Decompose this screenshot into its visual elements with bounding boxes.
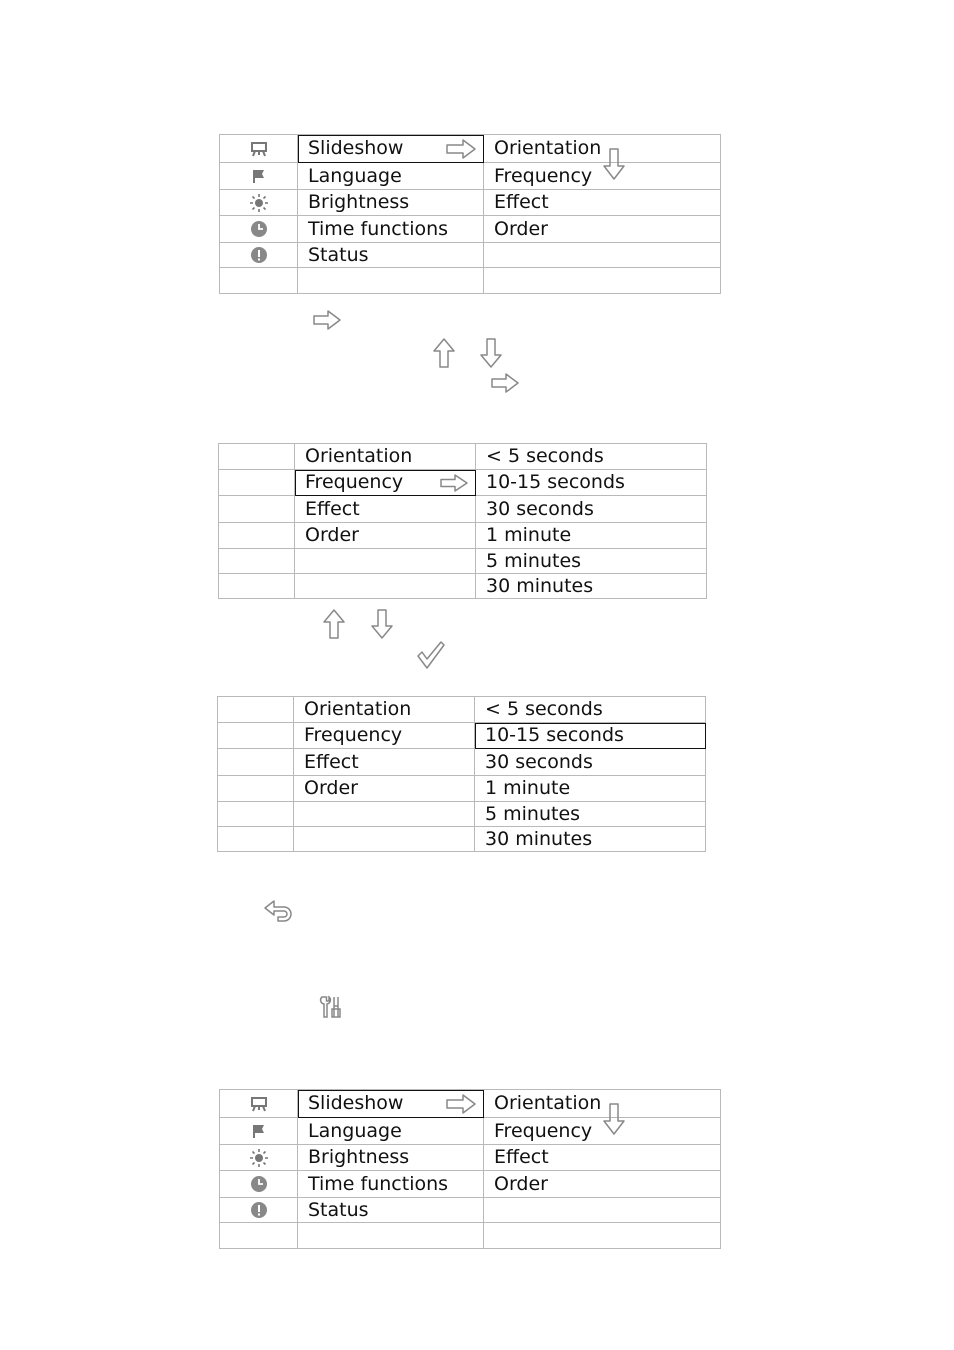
empty-cell	[298, 1223, 484, 1249]
submenu-item-orientation[interactable]: Orientation	[484, 135, 721, 163]
empty-cell	[295, 574, 476, 599]
value-item[interactable]: 30 seconds	[475, 749, 706, 776]
submenu-item-effect[interactable]: Effect	[484, 1145, 721, 1171]
submenu-item-order[interactable]: Order	[484, 216, 721, 243]
down-arrow-icon	[602, 147, 626, 181]
option-order[interactable]: Order	[295, 523, 476, 549]
flag-icon	[220, 163, 298, 190]
empty-cell	[220, 268, 298, 294]
submenu-item-effect[interactable]: Effect	[484, 190, 721, 216]
empty-cell	[219, 523, 295, 549]
menu-item-time-functions[interactable]: Time functions	[298, 216, 484, 243]
menu-item-time-functions[interactable]: Time functions	[298, 1171, 484, 1198]
option-frequency[interactable]: Frequency	[295, 470, 476, 496]
empty-cell	[219, 470, 295, 496]
slideshow-icon	[220, 1090, 298, 1118]
right-arrow-icon	[439, 473, 469, 493]
empty-cell	[219, 574, 295, 599]
clock-icon	[220, 216, 298, 243]
back-icon	[262, 898, 296, 924]
right-arrow-icon	[445, 1093, 477, 1115]
empty-cell	[219, 496, 295, 523]
info-icon	[220, 243, 298, 268]
menu-item-slideshow[interactable]: Slideshow	[298, 135, 484, 163]
value-item[interactable]: 30 minutes	[475, 827, 706, 852]
flag-icon	[220, 1118, 298, 1145]
option-effect[interactable]: Effect	[294, 749, 475, 776]
right-arrow-icon	[312, 309, 342, 331]
down-arrow-icon	[479, 337, 503, 369]
menu-item-slideshow[interactable]: Slideshow	[298, 1090, 484, 1118]
empty-cell	[484, 268, 721, 294]
down-arrow-icon	[602, 1102, 626, 1136]
option-effect[interactable]: Effect	[295, 496, 476, 523]
empty-cell	[298, 268, 484, 294]
option-order[interactable]: Order	[294, 776, 475, 802]
frequency-menu-table-1	[218, 443, 707, 599]
menu-item-brightness[interactable]: Brightness	[298, 190, 484, 216]
right-arrow-icon	[445, 138, 477, 160]
empty-cell	[218, 802, 294, 827]
clock-icon	[220, 1171, 298, 1198]
value-item[interactable]: 10-15 seconds	[476, 470, 707, 496]
value-item[interactable]: < 5 seconds	[475, 697, 706, 723]
submenu-item-order[interactable]: Order	[484, 1171, 721, 1198]
empty-cell	[484, 1223, 721, 1249]
empty-cell	[294, 802, 475, 827]
main-menu-table-1	[219, 134, 721, 294]
submenu-item-frequency[interactable]: Frequency	[484, 1118, 721, 1145]
checkmark-icon	[416, 640, 446, 670]
up-arrow-icon	[432, 337, 456, 369]
value-item[interactable]: 5 minutes	[476, 549, 707, 574]
settings-tools-icon	[318, 994, 344, 1020]
empty-cell	[220, 1223, 298, 1249]
option-frequency[interactable]: Frequency	[294, 723, 475, 749]
menu-item-language[interactable]: Language	[298, 1118, 484, 1145]
submenu-empty-cell	[484, 1198, 721, 1223]
empty-cell	[218, 776, 294, 802]
menu-item-status[interactable]: Status	[298, 243, 484, 268]
empty-cell	[219, 444, 295, 470]
main-menu-table-2	[219, 1089, 721, 1249]
brightness-icon	[220, 1145, 298, 1171]
right-arrow-icon	[490, 372, 520, 394]
menu-item-brightness[interactable]: Brightness	[298, 1145, 484, 1171]
empty-cell	[218, 697, 294, 723]
value-item[interactable]: 1 minute	[475, 776, 706, 802]
empty-cell	[219, 549, 295, 574]
submenu-item-orientation[interactable]: Orientation	[484, 1090, 721, 1118]
value-item[interactable]: 30 minutes	[476, 574, 707, 599]
option-orientation[interactable]: Orientation	[295, 444, 476, 470]
menu-item-language[interactable]: Language	[298, 163, 484, 190]
up-arrow-icon	[322, 608, 346, 640]
submenu-empty-cell	[484, 243, 721, 268]
value-item[interactable]: 5 minutes	[475, 802, 706, 827]
empty-cell	[218, 827, 294, 852]
submenu-item-frequency[interactable]: Frequency	[484, 163, 721, 190]
empty-cell	[218, 723, 294, 749]
value-item-selected[interactable]: 10-15 seconds	[475, 723, 706, 749]
slideshow-icon	[220, 135, 298, 163]
empty-cell	[218, 749, 294, 776]
empty-cell	[294, 827, 475, 852]
down-arrow-icon	[370, 608, 394, 640]
menu-item-status[interactable]: Status	[298, 1198, 484, 1223]
empty-cell	[295, 549, 476, 574]
value-item[interactable]: 1 minute	[476, 523, 707, 549]
value-item[interactable]: 30 seconds	[476, 496, 707, 523]
info-icon	[220, 1198, 298, 1223]
frequency-menu-table-2	[217, 696, 706, 852]
brightness-icon	[220, 190, 298, 216]
value-item[interactable]: < 5 seconds	[476, 444, 707, 470]
option-orientation[interactable]: Orientation	[294, 697, 475, 723]
